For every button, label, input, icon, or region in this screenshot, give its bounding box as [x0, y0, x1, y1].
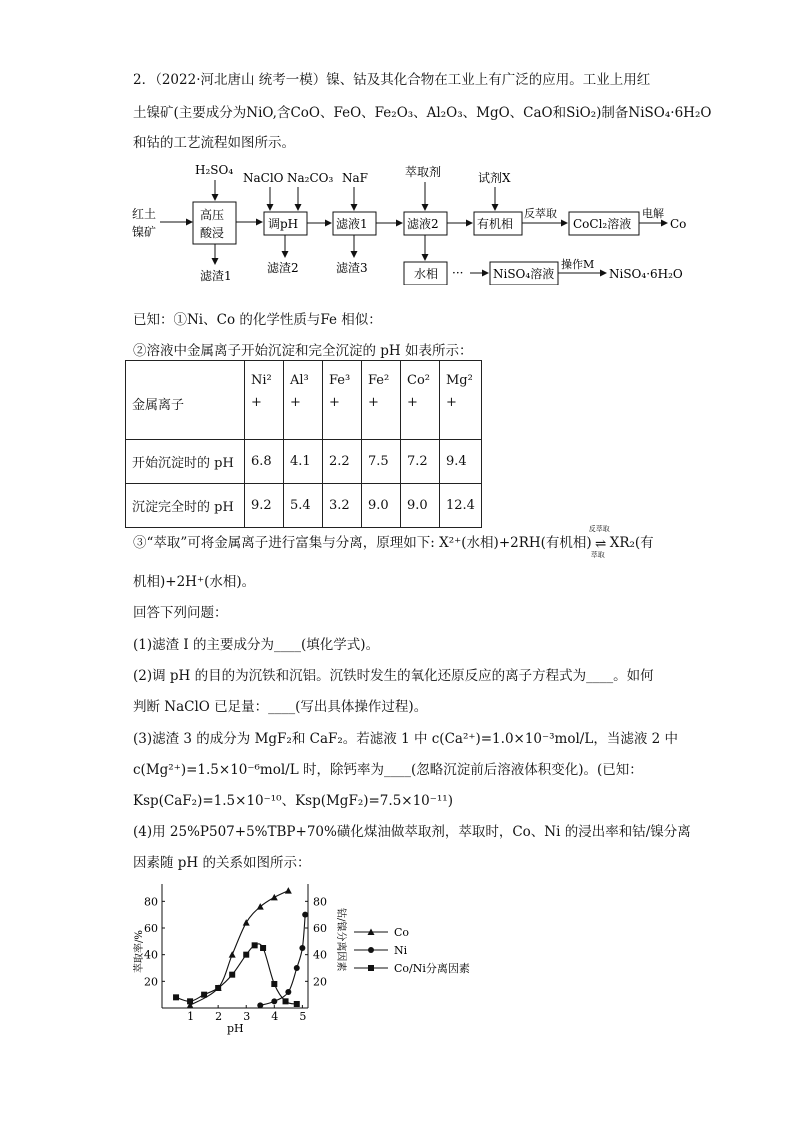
legend-marker-square — [368, 965, 374, 971]
data-point-circle — [257, 1002, 263, 1008]
table-header-label: 金属离子 — [126, 361, 245, 440]
data-point-circle — [271, 998, 277, 1004]
flow-na2co3: Na₂CO₃ — [287, 171, 334, 185]
extraction-chart — [130, 880, 490, 1040]
data-point-square — [294, 1001, 300, 1007]
flow-op-m: 操作M — [561, 258, 595, 271]
legend-label: Ni — [394, 944, 408, 957]
x-tick-label: 3 — [243, 1010, 251, 1023]
flow-box2-label: 调pH — [268, 217, 299, 231]
table-cell: 3.2 — [323, 484, 362, 528]
q3-text-line3: Ksp(CaF₂)=1.5×10⁻¹⁰、Ksp(MgF₂)=7.5×10⁻¹¹) — [133, 793, 453, 809]
legend-marker-circle — [368, 947, 374, 953]
ion-ni: Ni² + — [245, 361, 284, 440]
question-intro-line2: 土镍矿(主要成分为NiO,含CoO、FeO、Fe₂O₃、Al₂O₃、MgO、CaO和SiO₂)制备NiSO₄·6H₂O — [133, 105, 712, 121]
flow-h2so4: H₂SO₄ — [195, 163, 234, 177]
known-3: ③“萃取”可将金属离子进行富集与分离，原理如下: X²⁺(水相)+2RH(有机相) 反萃取 ⇌ 萃取 XR₂(有 — [133, 524, 654, 559]
data-point-square — [201, 992, 207, 998]
flow-box8-label: NiSO₄溶液 — [493, 267, 555, 281]
table-row — [126, 484, 482, 528]
q1-text: (1)滤渣 I 的主要成分为____(填化学式)。 — [133, 637, 380, 653]
y-tick-label-left: 80 — [144, 895, 158, 909]
flow-residue2: 滤渣2 — [267, 261, 299, 275]
y-axis-label-right: 钴/镍分离因素 — [335, 908, 346, 972]
known-3-cont: 机相)+2H⁺(水相)。 — [133, 574, 256, 590]
flow-box3-label: 滤液1 — [336, 217, 368, 231]
flow-product: NiSO₄·6H₂O — [609, 267, 683, 281]
data-point-square — [252, 942, 258, 948]
row-label: 沉淀完全时的 pH — [126, 484, 245, 528]
q2-text-line1: (2)调 pH 的目的为沉铁和沉铝。沉铁时发生的氧化还原反应的离子方程式为____。如何 — [133, 668, 654, 684]
table-cell: 9.0 — [362, 484, 401, 528]
flow-dots: ··· — [452, 266, 464, 280]
answer-prompt: 回答下列问题： — [133, 605, 228, 621]
data-point-triangle — [243, 919, 250, 926]
table-cell: 5.4 — [284, 484, 323, 528]
data-point-square — [271, 981, 277, 987]
ion-fe2: Fe² + — [362, 361, 401, 440]
flow-box1-line2: 酸浸 — [200, 226, 225, 240]
row-label: 开始沉淀时的 pH — [126, 440, 245, 484]
flow-box7-label: 水相 — [414, 267, 439, 281]
ion-mg: Mg² + — [440, 361, 482, 440]
flow-naf: NaF — [342, 171, 368, 185]
y-tick-label-right: 60 — [313, 922, 327, 935]
y-tick-label-left: 20 — [144, 975, 158, 989]
series-line-triangle — [190, 891, 288, 1006]
known-2: ②溶液中金属离子开始沉淀和完全沉淀的 pH 如表所示： — [133, 343, 473, 359]
x-tick-label: 4 — [271, 1010, 279, 1023]
flow-cobalt: Co — [670, 217, 687, 231]
table-cell: 4.1 — [284, 440, 323, 484]
known-1: 已知：①Ni、Co 的化学性质与Fe 相似： — [133, 312, 382, 328]
y-axis-label-left: 萃取率/% — [134, 930, 145, 973]
flow-box1-line1: 高压 — [200, 208, 225, 222]
table-cell: 12.4 — [440, 484, 482, 528]
y-tick-label-right: 20 — [313, 975, 327, 989]
x-tick-label: 5 — [299, 1010, 307, 1023]
data-point-square — [260, 945, 266, 951]
question-text: 镍、钴及其化合物在工业上有广泛的应用。工业上用红 — [326, 72, 651, 88]
question-source: （2022·河北唐山 统考一模） — [155, 72, 327, 88]
series-line-square — [176, 944, 297, 1004]
y-tick-label-right: 80 — [313, 895, 327, 909]
flow-extractant: 萃取剂 — [405, 165, 442, 179]
data-point-circle — [294, 965, 300, 971]
ion-fe3: Fe³ + — [323, 361, 362, 440]
q4-text-line2: 因素随 pH 的关系如图所示： — [133, 855, 311, 871]
y-tick-label-left: 40 — [144, 948, 158, 962]
flow-naclo: NaClO — [243, 171, 284, 185]
equilibrium-arrow: 反萃取 ⇌ 萃取 — [588, 524, 610, 559]
data-point-square — [187, 998, 193, 1004]
flow-input-line1: 红土 — [132, 207, 157, 221]
data-point-circle — [302, 912, 308, 918]
data-point-square — [283, 998, 289, 1004]
data-point-triangle — [285, 887, 292, 894]
table-cell: 2.2 — [323, 440, 362, 484]
flow-box6-label: CoCl₂溶液 — [573, 217, 632, 231]
data-point-circle — [299, 945, 305, 951]
table-cell: 7.5 — [362, 440, 401, 484]
table-cell: 7.2 — [401, 440, 440, 484]
ion-ph-table — [125, 360, 482, 528]
data-point-circle — [285, 989, 291, 995]
data-point-square — [215, 985, 221, 991]
x-tick-label: 1 — [187, 1010, 195, 1023]
q3-text-line2: c(Mg²⁺)=1.5×10⁻⁶mol/L 时，除钙率为____(忽略沉淀前后溶液体积变化)。(已知： — [133, 762, 643, 778]
process-flow-diagram — [130, 160, 730, 285]
table-cell: 9.2 — [245, 484, 284, 528]
data-point-triangle — [229, 951, 236, 958]
q3-text-line1: (3)滤渣 3 的成分为 MgF₂和 CaF₂。若滤液 1 中 c(Ca²⁺)=1.0×10⁻³mol/L，当滤液 2 中 — [133, 731, 678, 747]
flow-residue1: 滤渣1 — [200, 269, 232, 283]
data-point-square — [173, 994, 179, 1000]
flow-input-line2: 镍矿 — [132, 225, 157, 239]
flow-back-extract: 反萃取 — [524, 207, 557, 220]
y-tick-label-left: 60 — [144, 922, 158, 935]
q2-text-line2: 判断 NaClO 已足量：____(写出具体操作过程)。 — [133, 699, 428, 715]
flow-residue3: 滤渣3 — [336, 261, 368, 275]
question-intro-line1 — [133, 68, 650, 88]
x-tick-label: 2 — [215, 1010, 223, 1023]
ion-al: Al³ + — [284, 361, 323, 440]
flow-electrolysis: 电解 — [642, 207, 664, 220]
flow-box4-label: 滤液2 — [407, 217, 439, 231]
legend-label: Co/Ni分离因素 — [394, 962, 470, 975]
ion-co: Co² + — [401, 361, 440, 440]
x-axis-label: pH — [227, 1022, 244, 1035]
table-row — [126, 440, 482, 484]
table-cell: 6.8 — [245, 440, 284, 484]
data-point-square — [229, 972, 235, 978]
table-cell: 9.0 — [401, 484, 440, 528]
legend-label: Co — [394, 926, 410, 939]
flow-box5-label: 有机相 — [477, 217, 514, 231]
table-cell: 9.4 — [440, 440, 482, 484]
q4-text-line1: (4)用 25%P507+5%TBP+70%磺化煤油做萃取剂，萃取时，Co、Ni 的浸出率和钴/镍分离 — [133, 824, 691, 840]
data-point-square — [243, 952, 249, 958]
flow-reagent-x: 试剂X — [478, 171, 511, 185]
y-tick-label-right: 40 — [313, 948, 327, 962]
question-intro-line3: 和钴的工艺流程如图所示。 — [133, 135, 295, 151]
data-point-triangle — [271, 894, 278, 901]
question-number: 2． — [133, 72, 156, 88]
